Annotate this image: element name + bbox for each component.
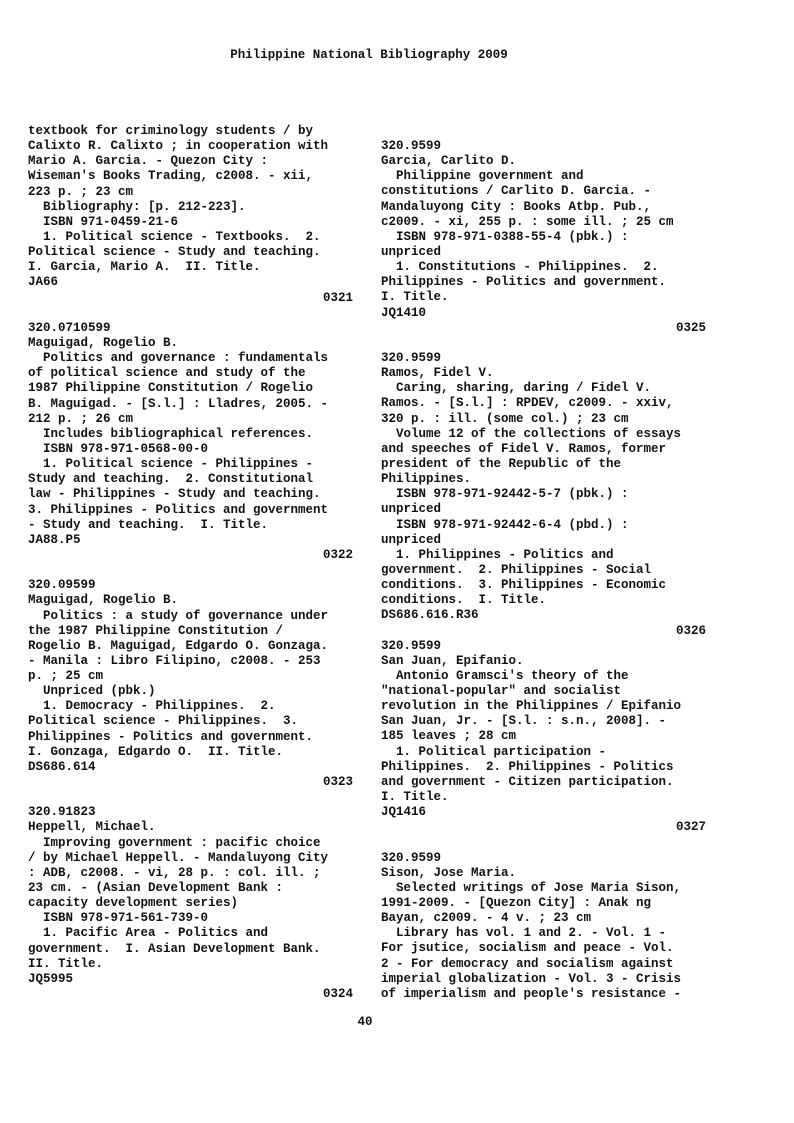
entry-line: Politics : a study of governance under bbox=[28, 608, 329, 623]
entry-line: 3. Philippines - Politics and government bbox=[28, 502, 329, 517]
bibliographic-entry bbox=[28, 124, 353, 321]
entry-line: Political science - Philippines. 3. bbox=[28, 714, 299, 729]
entry-line: Antonio Gramsci's theory of the bbox=[381, 668, 629, 683]
entry-line: Selected writings of Jose Maria Sison, bbox=[381, 880, 682, 895]
entry-line: 1. Pacific Area - Politics and bbox=[28, 926, 269, 941]
entry-number: 0325 bbox=[675, 320, 706, 335]
entry-line: I. Title. bbox=[381, 290, 449, 305]
entry-line: 320 p. : ill. (some col.) ; 23 cm bbox=[381, 411, 629, 426]
entry-line: 320.9599 bbox=[381, 139, 442, 153]
entry-number: 0324 bbox=[322, 987, 353, 1002]
entry-line: ISBN 978-971-92442-6-4 (pbd.) : bbox=[381, 517, 629, 532]
entry-line: Philippines - Politics and government. bbox=[28, 729, 314, 744]
entry-line: 1. Political participation - bbox=[381, 744, 607, 759]
running-header: Philippine National Bibliography 2009 bbox=[230, 48, 508, 62]
bibliographic-entry bbox=[381, 139, 706, 351]
bibliographic-entry bbox=[381, 639, 706, 851]
entry-line: 212 p. ; 26 cm bbox=[28, 411, 134, 426]
entry-line: II. Title. bbox=[28, 956, 104, 971]
entry-line: unpriced bbox=[381, 532, 442, 547]
entry-line: "national-popular" and socialist bbox=[381, 684, 622, 699]
entry-line: DS686.616.R36 bbox=[381, 608, 479, 623]
bibliographic-entry bbox=[381, 851, 706, 1002]
entry-line: Philippines - Politics and government. bbox=[381, 275, 667, 290]
entry-line: B. Maguigad. - [S.l.] : Lladres, 2005. - bbox=[28, 396, 329, 411]
entry-spacer bbox=[381, 336, 706, 351]
entry-line: Maguigad, Rogelio B. bbox=[28, 593, 179, 608]
entry-line: 223 p. ; 23 cm bbox=[28, 184, 134, 199]
entry-line: government. I. Asian Development Bank. bbox=[28, 941, 321, 956]
entry-line: JQ1416 bbox=[381, 805, 427, 820]
entry-line: unpriced bbox=[381, 244, 442, 259]
entry-line: Improving government : pacific choice bbox=[28, 835, 321, 850]
entry-line: JA66 bbox=[28, 275, 59, 290]
entry-line: revolution in the Philippines / Epifanio bbox=[381, 699, 682, 714]
entry-line: Ramos. - [S.l.] : RPDEV, c2009. - xxiv, bbox=[381, 396, 674, 411]
entry-line: of imperialism and people's resistance - bbox=[381, 986, 682, 1001]
entry-line: JQ5995 bbox=[28, 971, 74, 986]
entry-line: p. ; 25 cm bbox=[28, 669, 104, 684]
entry-line: I. Gonzaga, Edgardo O. II. Title. bbox=[28, 744, 284, 759]
entry-line: unpriced bbox=[381, 502, 442, 517]
entry-line: conditions. I. Title. bbox=[381, 593, 547, 608]
entry-spacer bbox=[28, 790, 353, 805]
entry-line: 1. Philippines - Politics and bbox=[381, 547, 614, 562]
entry-line: Maguigad, Rogelio B. bbox=[28, 335, 179, 350]
entry-line: government. 2. Philippines - Social bbox=[381, 562, 652, 577]
entry-line: Study and teaching. 2. Constitutional bbox=[28, 472, 314, 487]
entry-line: capacity development series) bbox=[28, 896, 239, 911]
entry-spacer bbox=[381, 835, 706, 850]
entry-line: Sison, Jose Maria. bbox=[381, 865, 517, 880]
entry-line: Political science - Study and teaching. bbox=[28, 245, 321, 260]
entry-line: of political science and study of the bbox=[28, 366, 306, 381]
entry-line: Philippines. 2. Philippines - Politics bbox=[381, 759, 674, 774]
entry-line: ISBN 978-971-561-739-0 bbox=[28, 911, 209, 926]
entry-line: Ramos, Fidel V. bbox=[381, 366, 494, 381]
entry-line: 1. Political science - Textbooks. 2. bbox=[28, 229, 321, 244]
entry-line: San Juan, Epifanio. bbox=[381, 653, 524, 668]
page-number: 40 bbox=[357, 1015, 373, 1029]
bibliographic-entry bbox=[28, 805, 353, 1017]
entry-line: - Study and teaching. I. Title. bbox=[28, 517, 269, 532]
entry-line: - Manila : Libro Filipino, c2008. - 253 bbox=[28, 653, 321, 668]
entry-line: law - Philippines - Study and teaching. bbox=[28, 487, 321, 502]
entry-spacer bbox=[28, 306, 353, 321]
entry-line: Library has vol. 1 and 2. - Vol. 1 - bbox=[381, 926, 667, 941]
entry-line: Mandaluyong City : Books Atbp. Pub., bbox=[381, 199, 652, 214]
entry-line: ISBN 978-971-0388-55-4 (pbk.) : bbox=[381, 229, 629, 244]
entry-line: JA88.P5 bbox=[28, 532, 81, 547]
entry-line: Bayan, c2009. - 4 v. ; 23 cm bbox=[381, 911, 592, 926]
entry-line: JQ1410 bbox=[381, 305, 427, 320]
entry-line: Mario A. Garcia. - Quezon City : bbox=[28, 154, 269, 169]
entry-line: For jsutice, socialism and peace - Vol. bbox=[381, 941, 674, 956]
entry-line: Politics and governance : fundamentals bbox=[28, 351, 329, 366]
entry-line: 320.9599 bbox=[381, 350, 442, 365]
entry-line: Volume 12 of the collections of essays bbox=[381, 426, 682, 441]
entry-line: I. Title. bbox=[381, 790, 449, 805]
entry-number: 0327 bbox=[675, 820, 706, 835]
entry-number: 0326 bbox=[675, 623, 706, 638]
entry-number: 0323 bbox=[322, 775, 353, 790]
entry-line: the 1987 Philippine Constitution / bbox=[28, 623, 284, 638]
entry-line: c2009. - xi, 255 p. : some ill. ; 25 cm bbox=[381, 214, 674, 229]
entry-line: Caring, sharing, daring / Fidel V. bbox=[381, 381, 652, 396]
entry-line: conditions. 3. Philippines - Economic bbox=[381, 578, 667, 593]
entry-line: Unpriced (pbk.) bbox=[28, 684, 156, 699]
entry-line: ISBN 978-971-92442-5-7 (pbk.) : bbox=[381, 487, 629, 502]
entry-line: San Juan, Jr. - [S.l. : s.n., 2008]. - bbox=[381, 714, 667, 729]
entry-number: 0321 bbox=[322, 290, 353, 305]
entry-line: 320.91823 bbox=[28, 805, 96, 820]
entry-line: 320.9599 bbox=[381, 638, 442, 653]
entry-line: Rogelio B. Maguigad, Edgardo O. Gonzaga. bbox=[28, 638, 329, 653]
entry-line: Wiseman's Books Trading, c2008. - xii, bbox=[28, 169, 314, 184]
bibliographic-entry bbox=[28, 321, 353, 578]
entry-line: / by Michael Heppell. - Mandaluyong City bbox=[28, 850, 329, 865]
entry-line: Bibliography: [p. 212-223]. bbox=[28, 199, 246, 214]
entry-spacer bbox=[28, 563, 353, 578]
entry-line: I. Garcia, Mario A. II. Title. bbox=[28, 260, 261, 275]
entry-line: Philippine government and bbox=[381, 169, 584, 184]
entry-line: 23 cm. - (Asian Development Bank : bbox=[28, 881, 284, 896]
entry-line: 1991-2009. - [Quezon City] : Anak ng bbox=[381, 896, 652, 911]
entry-line: ISBN 971-0459-21-6 bbox=[28, 214, 179, 229]
entry-number: 0322 bbox=[322, 547, 353, 562]
entry-line: and speeches of Fidel V. Ramos, former bbox=[381, 441, 667, 456]
entry-line: DS686.614 bbox=[28, 759, 96, 774]
entry-line: constitutions / Carlito D. Garcia. - bbox=[381, 184, 652, 199]
entry-line: and government - Citizen participation. bbox=[381, 774, 674, 789]
entry-line: 185 leaves ; 28 cm bbox=[381, 729, 517, 744]
bibliographic-entry bbox=[28, 578, 353, 805]
entry-line: Philippines. bbox=[381, 472, 472, 487]
entry-line: 1. Democracy - Philippines. 2. bbox=[28, 699, 276, 714]
right-column bbox=[381, 139, 706, 1002]
entry-line: 2 - For democracy and socialism against bbox=[381, 956, 674, 971]
entry-line: Includes bibliographical references. bbox=[28, 426, 314, 441]
entry-line: 320.09599 bbox=[28, 578, 96, 593]
entry-line: 320.9599 bbox=[381, 850, 442, 865]
entry-line: imperial globalization - Vol. 3 - Crisis bbox=[381, 971, 682, 986]
entry-line: Heppell, Michael. bbox=[28, 820, 156, 835]
entry-line: : ADB, c2008. - vi, 28 p. : col. ill. ; bbox=[28, 865, 321, 880]
entry-line: 320.0710599 bbox=[28, 320, 111, 335]
left-column bbox=[28, 124, 353, 1017]
bibliographic-entry bbox=[381, 351, 706, 639]
entry-line: textbook for criminology students / by bbox=[28, 124, 314, 138]
entry-line: ISBN 978-971-0568-00-0 bbox=[28, 441, 209, 456]
entry-line: Calixto R. Calixto ; in cooperation with bbox=[28, 139, 329, 154]
entry-line: 1987 Philippine Constitution / Rogelio bbox=[28, 381, 314, 396]
entry-line: 1. Political science - Philippines - bbox=[28, 457, 314, 472]
entry-line: president of the Republic of the bbox=[381, 456, 622, 471]
entry-line: 1. Constitutions - Philippines. 2. bbox=[381, 260, 659, 275]
entry-line: Garcia, Carlito D. bbox=[381, 154, 517, 169]
